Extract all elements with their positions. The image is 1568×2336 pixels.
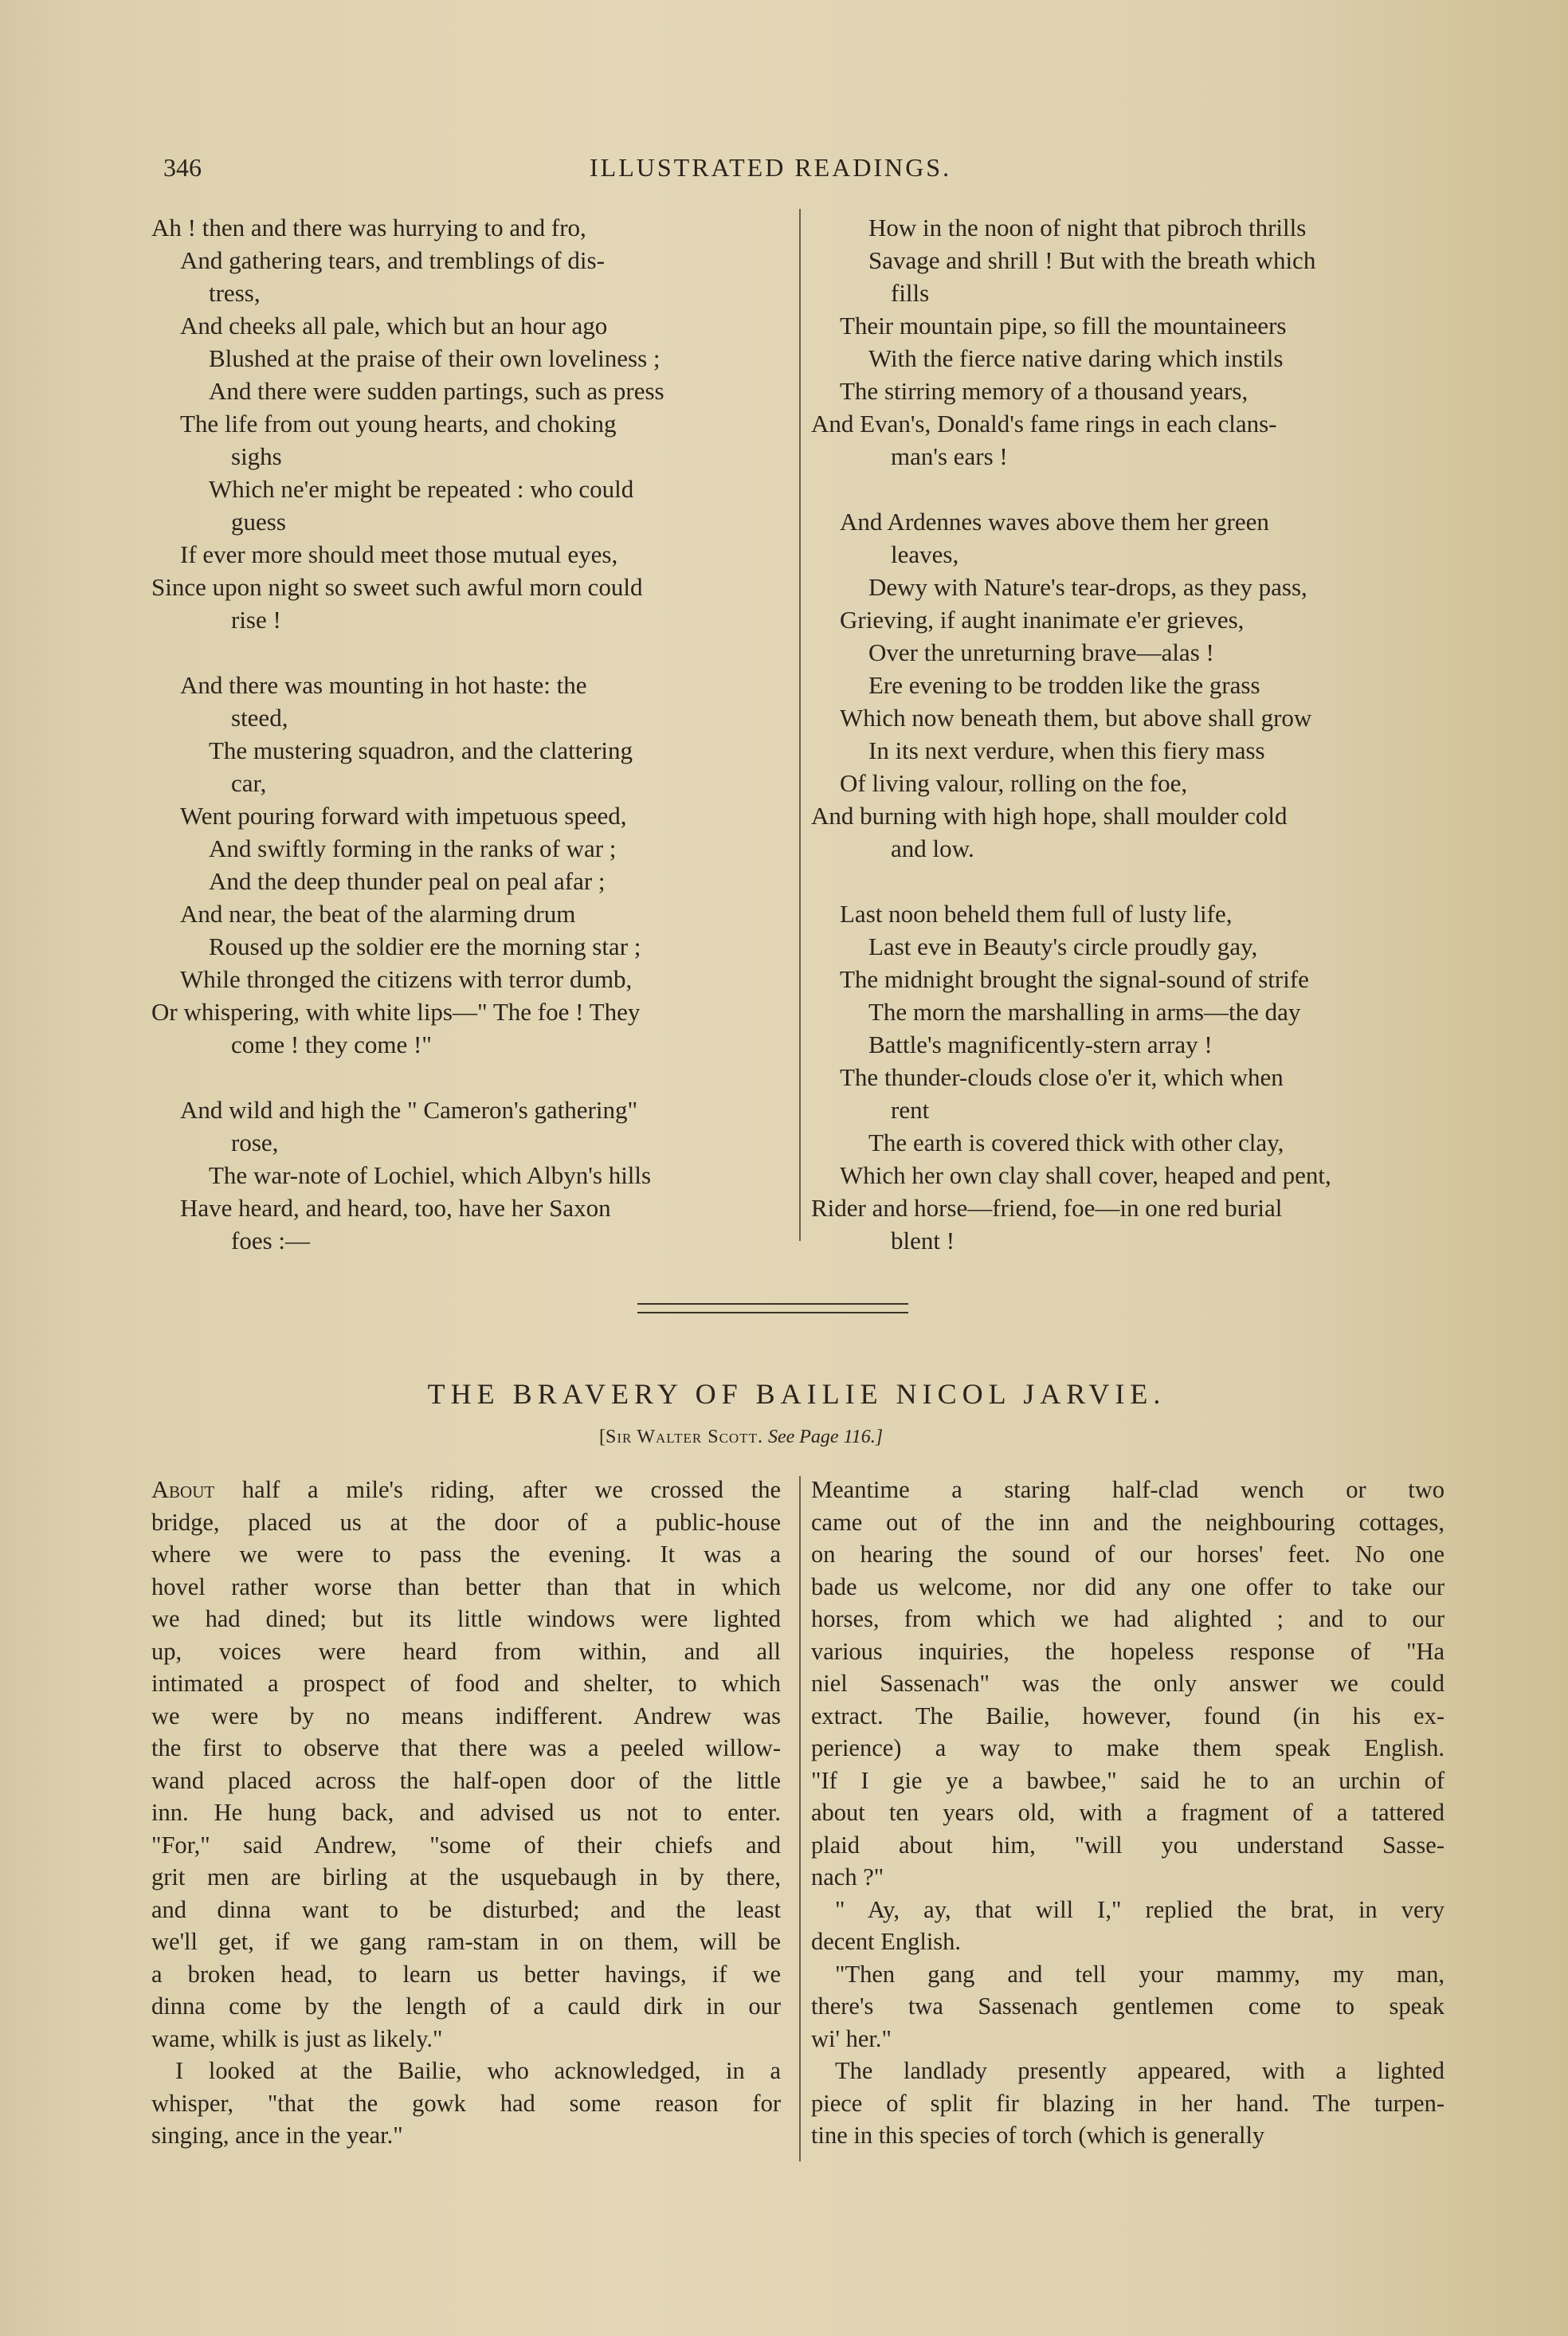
poem-line: Dewy with Nature's tear-drops, as they pass, [868,573,1307,601]
prose-line: "If I gie ye a bawbee," said he to an urchin of [811,1766,1445,1794]
poem-line: Savage and shrill ! But with the breath which [868,246,1316,274]
poem-line: And Ardennes waves above them her green [840,508,1269,536]
poem-line: The thunder-clouds close o'er it, which when [840,1063,1284,1091]
prose-line: horses, from which we had alighted ; and to our [811,1605,1445,1632]
prose-line: a broken head, to learn us better havings, if we [151,1960,781,1988]
poem-line: The life from out young hearts, and choking [180,410,617,438]
prose-line: nach ?" [811,1863,884,1890]
prose-line: wame, whilk is just as likely." [151,2024,443,2052]
section-divider [637,1303,908,1313]
prose-line: The landlady presently appeared, with a lighted [835,2057,1445,2084]
poem-line: And near, the beat of the alarming drum [180,900,576,928]
prose-line: extract. The Bailie, however, found (in his ex- [811,1702,1445,1729]
poem-line: tress, [209,279,261,307]
poem-line: And wild and high the " Cameron's gathering" [180,1096,638,1124]
prose-line: bridge, placed us at the door of a public-house [151,1508,781,1536]
poem-line: steed, [231,704,288,732]
prose-line: niel Sassenach" was the only answer we could [811,1670,1445,1697]
poem-line: Last eve in Beauty's circle proudly gay, [868,932,1258,960]
stanza-break [811,473,1445,505]
running-title: ILLUSTRATED READINGS. [590,153,952,182]
poem-line: Which now beneath them, but above shall grow [840,704,1312,732]
prose-line: there's twa Sassenach gentlemen come to speak [811,1992,1445,2020]
poem-line: Battle's magnificently-stern array ! [868,1031,1213,1058]
poem-line: The morn the marshalling in arms—the day [868,998,1301,1026]
attribution-bracket: [ [599,1427,606,1447]
prose-column-left [151,1474,781,2152]
dropcap-word: About [151,1476,215,1503]
poem-line: car, [231,769,267,797]
prose-line-text: half a mile's riding, after we crossed the [214,1476,781,1503]
prose-line: whisper, "that the gowk had some reason for [151,2089,781,2117]
poem-line: Last noon beheld them full of lusty life, [840,900,1233,928]
poem-line: foes :— [231,1227,311,1254]
poem-line: And burning with high hope, shall moulder cold [811,802,1288,830]
poem-line: rent [891,1096,930,1124]
poem-line: While thronged the citizens with terror dumb, [180,965,633,993]
prose-line: plaid about him, "will you understand Sasse- [811,1831,1445,1859]
poem-column-right [811,211,1445,1257]
prose-line: " Ay, ay, that will I," replied the brat, in very [835,1895,1445,1923]
prose-line: we had dined; but its little windows were lighted [151,1605,781,1632]
poem-line: In its next verdure, when this fiery mass [868,736,1265,764]
stanza-break [811,865,1445,897]
prose-line: dinna come by the length of a cauld dirk in our [151,1992,781,2020]
prose-line: "For," said Andrew, "some of their chiefs and [151,1831,781,1859]
prose-line: on hearing the sound of our horses' feet. No one [811,1541,1445,1568]
poem-line: sighs [231,442,282,470]
poem-line: The mustering squadron, and the clattering [209,736,633,764]
poem-line: The earth is covered thick with other clay, [868,1129,1284,1156]
attribution-sir: Sir [606,1427,633,1447]
article-title: THE BRAVERY OF BAILIE NICOL JARVIE. [427,1378,1166,1410]
prose-column-right [811,1474,1445,2152]
poem-line: Of living valour, rolling on the foe, [840,769,1188,797]
poem-line: Which ne'er might be repeated : who could [209,475,634,503]
prose-line: intimated a prospect of food and shelter, to which [151,1670,781,1697]
poem-line: And there were sudden partings, such as press [209,377,664,405]
poem-line: Since upon night so sweet such awful morn could [151,573,643,601]
poem-line: leaves, [891,540,959,568]
prose-line: wi' her." [811,2024,892,2052]
poem-line: If ever more should meet those mutual eyes, [180,540,618,568]
poem-line: Or whispering, with white lips—" The foe ! They [151,998,641,1026]
poem-line: How in the noon of night that pibroch thrills [868,214,1307,241]
prose-line: grit men are birling at the usquebaugh in by there, [151,1863,781,1890]
prose-line: the first to observe that there was a peeled willow- [151,1734,781,1761]
poem-line: rise ! [231,606,281,634]
prose-line: singing, ance in the year." [151,2122,403,2149]
poem-line: With the fierce native daring which instils [868,344,1284,372]
poem-line: and low. [891,834,974,862]
prose-line: Meantime a staring half-clad wench or two [811,1476,1445,1503]
poem-line: Which her own clay shall cover, heaped and pent, [840,1161,1331,1189]
poem-line: Roused up the soldier ere the morning star ; [209,932,641,960]
poem-line: The war-note of Lochiel, which Albyn's hills [209,1161,652,1189]
prose-line: perience) a way to make them speak English. [811,1734,1445,1761]
prose-line: and dinna want to be disturbed; and the least [151,1895,781,1923]
prose-line: up, voices were heard from within, and all [151,1637,781,1665]
prose-line: where we were to pass the evening. It was a [151,1541,781,1568]
prose-line: "Then gang and tell your mammy, my man, [835,1960,1445,1988]
poem-line: And the deep thunder peal on peal afar ; [209,867,606,895]
prose-line: about ten years old, with a fragment of a tattered [811,1799,1445,1826]
poem-line: man's ears ! [891,442,1008,470]
article-attribution [599,1427,883,1448]
poem-line: And cheeks all pale, which but an hour ago [180,312,608,340]
column-divider-bottom [799,1476,801,2161]
poem-line: blent ! [891,1227,955,1254]
poem-line: Their mountain pipe, so fill the mountaineers [840,312,1287,340]
poem-line: Over the unreturning brave—alas ! [868,638,1214,666]
poem-line: rose, [231,1129,279,1156]
attribution-page-ref: See Page 116.] [767,1427,884,1447]
prose-line: we'll get, if we gang ram-stam in on them, will be [151,1928,781,1955]
prose-line: inn. He hung back, and advised us not to enter. [151,1799,781,1826]
poem-line: come ! they come !" [231,1031,432,1058]
prose-line: wand placed across the half-open door of the little [151,1766,781,1794]
column-divider-top [799,209,801,1241]
prose-line: we were by no means indifferent. Andrew was [151,1702,781,1729]
poem-line: And gathering tears, and tremblings of dis- [180,246,605,274]
prose-line [151,1474,781,1506]
poem-line: Grieving, if aught inanimate e'er grieves, [840,606,1245,634]
poem-line: Ere evening to be trodden like the grass [868,671,1260,699]
poem-line: And there was mounting in hot haste: the [180,671,587,699]
prose-line: hovel rather worse than better than that in which [151,1572,781,1600]
prose-line: decent English. [811,1928,962,1955]
page-header [163,153,1414,193]
poem-line: And swiftly forming in the ranks of war ; [209,834,617,862]
poem-line: guess [231,508,286,536]
page-number: 346 [163,153,202,182]
stanza-break [151,636,781,669]
poem-line: Have heard, and heard, too, have her Saxon [180,1194,611,1222]
prose-line: bade us welcome, nor did any one offer to take our [811,1572,1445,1600]
poem-line: And Evan's, Donald's fame rings in each clans- [811,410,1277,438]
prose-line: came out of the inn and the neighbouring cottages, [811,1508,1445,1536]
prose-line: various inquiries, the hopeless response of "Ha [811,1637,1445,1665]
poem-line: Rider and horse—friend, foe—in one red burial [811,1194,1283,1222]
poem-line: The midnight brought the signal-sound of strife [840,965,1309,993]
prose-line: I looked at the Bailie, who acknowledged, in a [175,2057,781,2084]
prose-line: tine in this species of torch (which is generally [811,2122,1265,2149]
poem-column-left [151,211,781,1257]
stanza-break [151,1061,781,1093]
poem-line: Ah ! then and there was hurrying to and fro, [151,214,586,241]
prose-line: piece of split fir blazing in her hand. The turpen- [811,2089,1445,2117]
poem-line: Blushed at the praise of their own loveliness ; [209,344,661,372]
poem-line: The stirring memory of a thousand years, [840,377,1249,405]
poem-line: Went pouring forward with impetuous speed, [180,802,627,830]
attribution-author: Walter Scott. [637,1427,763,1447]
poem-line: fills [891,279,930,307]
